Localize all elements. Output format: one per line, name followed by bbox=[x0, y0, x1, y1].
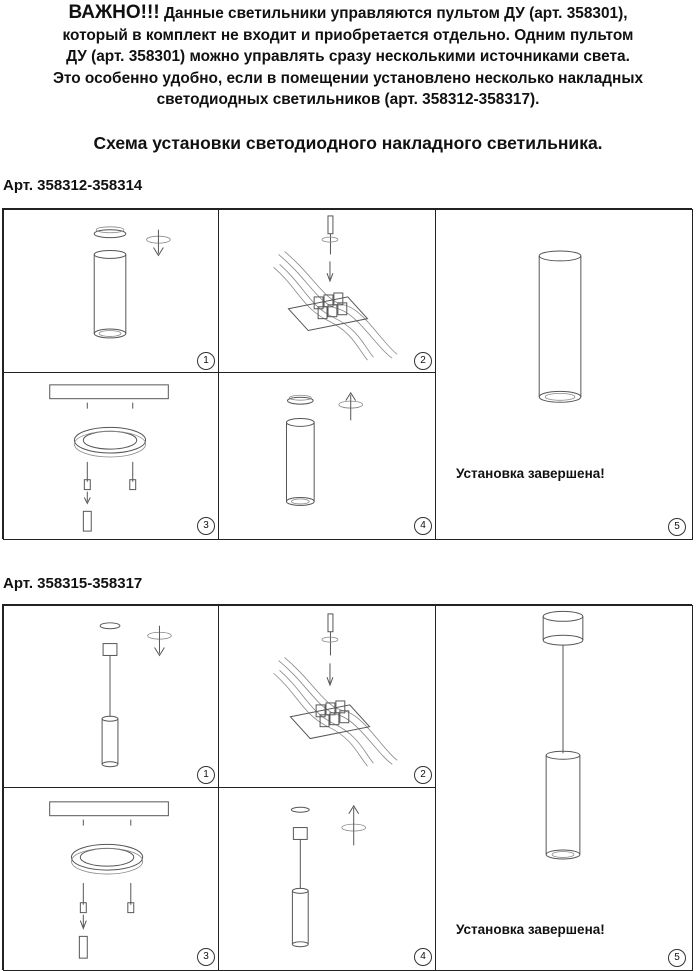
s1-installation-complete: Установка завершена! bbox=[456, 466, 605, 481]
s2-step-5-panel bbox=[435, 605, 693, 971]
notice-line-2: который в комплект не входит и приобретается отдельно. Одним пультом bbox=[62, 26, 634, 44]
s2-step-1-number: 1 bbox=[197, 766, 215, 784]
s2-step-4-number: 4 bbox=[414, 948, 432, 966]
s1-step-3-panel bbox=[3, 372, 220, 540]
s2-step-2-panel bbox=[218, 605, 437, 789]
s2-step-3-number: 3 bbox=[197, 948, 215, 966]
notice-line-3: ДУ (арт. 358301) можно управлять сразу несколькими источниками света. bbox=[66, 48, 630, 65]
s2-step-2-drawing bbox=[219, 606, 436, 788]
s2-step-3-drawing bbox=[4, 788, 219, 970]
s1-step-4-drawing bbox=[219, 373, 436, 539]
section-2-article: Арт. 358315-358317 bbox=[3, 575, 143, 592]
important-notice bbox=[0, 2, 696, 111]
s2-step-4-panel bbox=[218, 787, 437, 971]
notice-line-5: светодиодных светильников (арт. 358312-358317). bbox=[156, 91, 540, 108]
important-label: ВАЖНО!!! bbox=[68, 2, 160, 23]
s2-step-1-panel bbox=[3, 605, 220, 789]
s1-step-3-number: 3 bbox=[197, 517, 215, 535]
section-1-diagram-grid bbox=[2, 208, 692, 539]
installation-heading: Схема установки светодиодного накладного светильника. bbox=[93, 133, 603, 153]
section-2-diagram-grid bbox=[2, 604, 692, 970]
s2-installation-complete: Установка завершена! bbox=[456, 922, 605, 937]
s1-step-2-drawing bbox=[219, 210, 436, 373]
s1-step-5-panel bbox=[435, 209, 693, 540]
s1-step-1-drawing bbox=[4, 210, 219, 373]
s2-step-2-number: 2 bbox=[414, 766, 432, 784]
s1-step-5-drawing bbox=[436, 210, 692, 539]
s2-step-4-drawing bbox=[219, 788, 436, 970]
s1-step-2-number: 2 bbox=[414, 352, 432, 370]
s2-step-5-drawing bbox=[436, 606, 692, 970]
s1-step-3-drawing bbox=[4, 373, 219, 539]
s2-step-5-number: 5 bbox=[668, 949, 686, 967]
s2-step-3-panel bbox=[3, 787, 220, 971]
notice-line-1: Данные светильники управляются пультом ДУ (арт. 358301), bbox=[163, 5, 628, 22]
s1-step-2-panel bbox=[218, 209, 437, 374]
s2-step-1-drawing bbox=[4, 606, 219, 788]
section-1-article: Арт. 358312-358314 bbox=[3, 177, 143, 194]
notice-line-4: Это особенно удобно, если в помещении установлено несколько накладных bbox=[52, 69, 644, 87]
s1-step-4-number: 4 bbox=[414, 517, 432, 535]
s1-step-5-number: 5 bbox=[668, 518, 686, 536]
s1-step-1-number: 1 bbox=[197, 352, 215, 370]
s1-step-4-panel bbox=[218, 372, 437, 540]
s1-step-1-panel bbox=[3, 209, 220, 374]
